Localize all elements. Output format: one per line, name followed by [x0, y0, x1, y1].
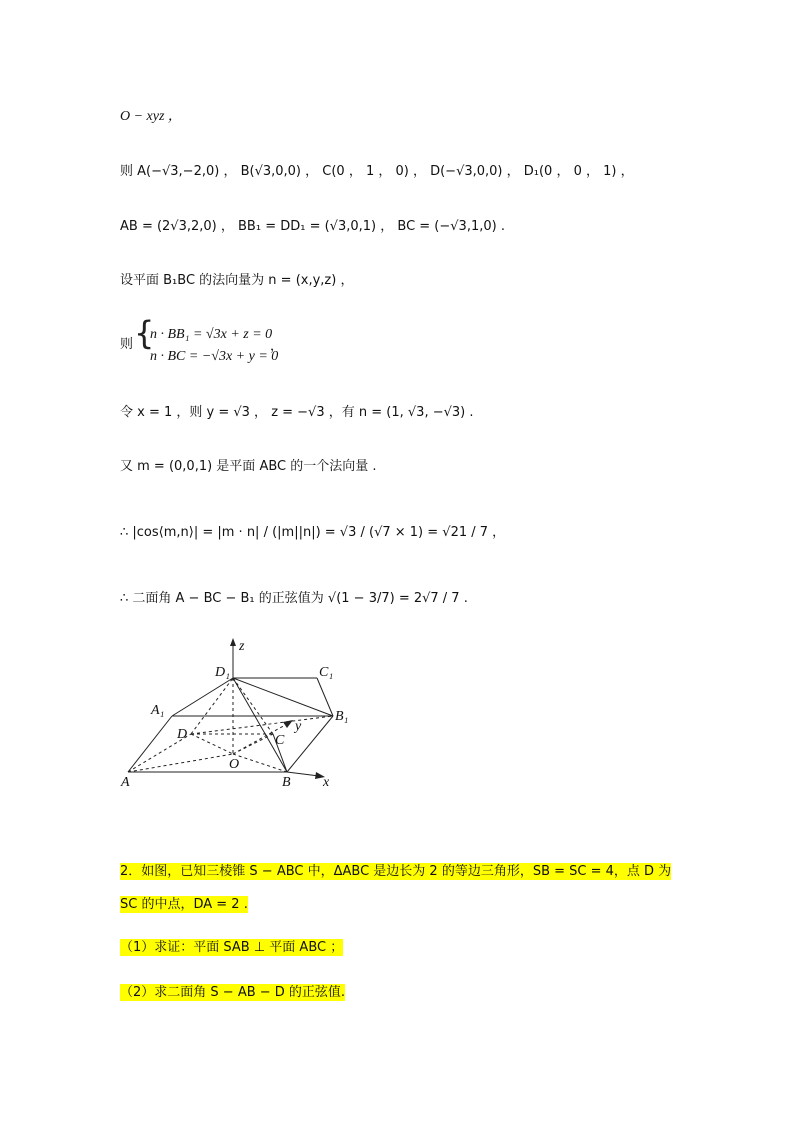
label-x: x — [323, 775, 330, 790]
problem2-highlight-2: SC 的中点，DA = 2 . — [120, 897, 248, 912]
label-b: B — [282, 775, 291, 790]
normal-vector-m: 又 m = (0,0,1) 是平面 ABC 的一个法向量 . — [120, 459, 377, 474]
sine-result: ∴ 二面角 A − BC − B₁ 的正弦值为 √(1 − 3/7) = 2√7 / 7 . — [120, 591, 468, 606]
edge-d1-b — [233, 678, 287, 772]
problem2-highlight-3: （1）求证：平面 SAB ⊥ 平面 ABC ； — [120, 940, 344, 955]
problem2-statement-line1 — [120, 863, 671, 881]
label-a1: A₁ — [151, 703, 165, 718]
label-c: C — [275, 733, 285, 748]
edge-d-o — [191, 734, 233, 754]
edge-a-a1 — [128, 716, 172, 772]
coord-system-text: O − xyz ， — [120, 109, 182, 124]
label-o: O — [229, 757, 240, 772]
edge-b-b1 — [287, 716, 333, 772]
points-coordinates: 则 A(−√3,−2,0) ， B(√3,0,0) ， C(0 ， 1 ， 0) ， D(−√3,0,0) ， D₁(0 ， 0 ， 1) ， — [120, 164, 634, 179]
edge-a1-d1 — [172, 678, 233, 716]
system-prefix: 则 — [120, 337, 134, 352]
edge-d1-c — [233, 678, 273, 734]
edge-o-b — [233, 754, 287, 772]
cosine-formula: ∴ |cos⟨m,n⟩| = |m · n| / (|m||n|) = √3 / (√7 × 1) = √21 / 7 ， — [120, 525, 506, 540]
label-d: D — [177, 727, 188, 742]
problem2-statement-line2 — [120, 896, 248, 914]
system-brace: { — [134, 314, 155, 352]
edge-d-d1 — [191, 678, 233, 734]
problem2-highlight-4: （2）求二面角 S − AB − D 的正弦值. — [120, 985, 346, 1000]
label-c1: C₁ — [319, 665, 334, 680]
vector-definitions: AB = (2√3,2,0) ， BB₁ = DD₁ = (√3,0,1) ， BC = (−√3,1,0) . — [120, 219, 505, 234]
prism-figure — [115, 636, 355, 796]
label-y: y — [295, 719, 302, 734]
system-suffix: ， — [270, 339, 284, 354]
problem2-part2 — [120, 984, 345, 1002]
problem2-highlight-1: 2．如图，已知三棱锥 S − ABC 中，ΔABC 是边长为 2 的等边三角形，SB = SC = 4，点 D 为 — [120, 864, 672, 879]
label-a: A — [121, 775, 130, 790]
label-z: z — [239, 639, 245, 654]
let-x-equals-one: 令 x = 1 ，则 y = √3 ， z = −√3 ，有 n = (1, √3, −√3) . — [120, 405, 474, 420]
label-d1: D₁ — [215, 665, 230, 680]
system-equation-2: n · BC = −√3x + y = 0 — [150, 349, 279, 364]
y-arrow-icon — [283, 720, 293, 728]
normal-vector-setup: 设平面 B₁BC 的法向量为 n = (x,y,z) ， — [120, 273, 354, 288]
system-equation-1: n · BB₁ = √3x + z = 0 — [150, 327, 273, 342]
problem2-part1 — [120, 939, 343, 957]
edge-d1-b1 — [233, 678, 333, 716]
x-axis — [287, 772, 319, 776]
label-b1: B₁ — [335, 709, 349, 724]
z-arrow-icon — [230, 638, 236, 646]
